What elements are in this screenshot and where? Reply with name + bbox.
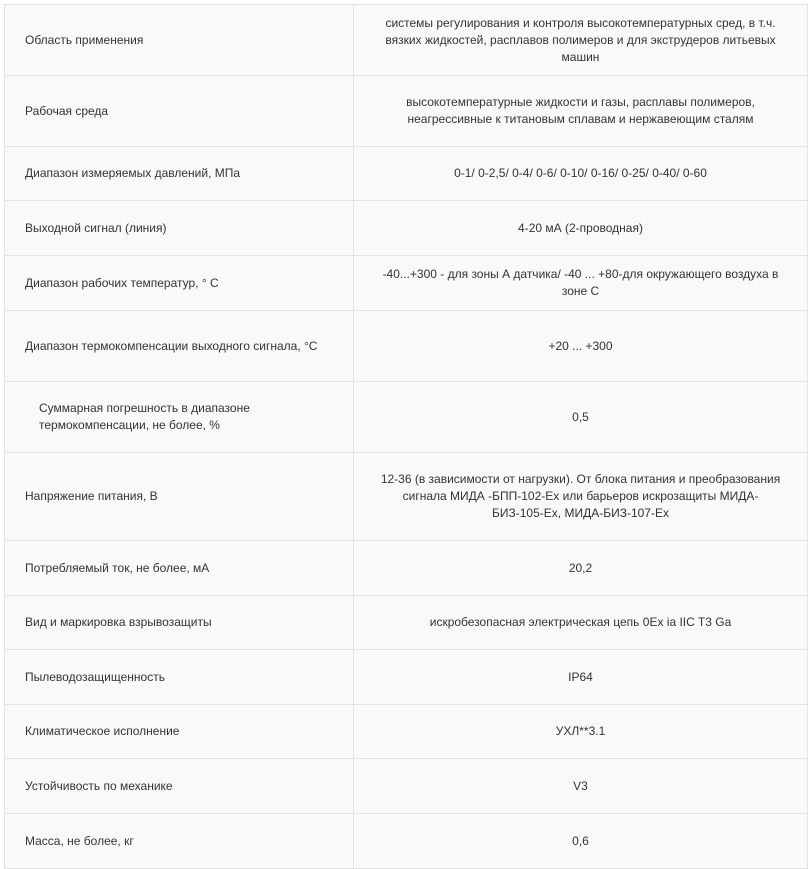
table-row [5, 541, 808, 596]
value-cell: 12-36 (в зависимости от нагрузки). От блока питания и преобразования сигнала МИДА -БПП-102-Ех или барьеров искрозащиты МИДА-БИЗ-105-Ех, МИДА-БИЗ-107-Ех [354, 453, 808, 541]
param-cell: Потребляемый ток, не более, мА [5, 541, 354, 596]
table-row [5, 76, 808, 147]
table-row [5, 814, 808, 869]
value-cell: +20 ... +300 [354, 311, 808, 382]
param-cell: Диапазон термокомпенсации выходного сигнала, °С [5, 311, 354, 382]
param-cell: Напряжение питания, В [5, 453, 354, 541]
table-row [5, 453, 808, 541]
value-cell: 0,6 [354, 814, 808, 869]
value-cell: V3 [354, 759, 808, 814]
value-cell: 20,2 [354, 541, 808, 596]
value-cell: высокотемпературные жидкости и газы, расплавы полимеров, неагрессивные к титановым сплавам и нержавеющим сталям [354, 76, 808, 147]
param-cell: Устойчивость по механике [5, 759, 354, 814]
param-cell: Пылеводозащищенность [5, 650, 354, 705]
param-cell: Выходной сигнал (линия) [5, 201, 354, 256]
specifications-table [4, 4, 808, 869]
value-cell: -40...+300 - для зоны А датчика/ -40 ... +80-для окружающего воздуха в зоне С [354, 256, 808, 311]
value-cell: IP64 [354, 650, 808, 705]
param-cell: Вид и маркировка взрывозащиты [5, 596, 354, 650]
value-cell: 4-20 мА (2-проводная) [354, 201, 808, 256]
table-row [5, 759, 808, 814]
table-row [5, 311, 808, 382]
param-cell: Диапазон рабочих температур, ° С [5, 256, 354, 311]
table-row [5, 596, 808, 650]
table-row [5, 201, 808, 256]
table-row [5, 256, 808, 311]
table-row [5, 147, 808, 201]
param-cell [5, 382, 354, 453]
value-cell: УХЛ**3.1 [354, 705, 808, 759]
value-cell: 0-1/ 0-2,5/ 0-4/ 0-6/ 0-10/ 0-16/ 0-25/ 0-40/ 0-60 [354, 147, 808, 201]
param-cell: Масса, не более, кг [5, 814, 354, 869]
param-text: Суммарная погрешность в диапазоне термокомпенсации, не более, % [39, 401, 250, 432]
table-row [5, 650, 808, 705]
table-row [5, 705, 808, 759]
value-cell: 0,5 [354, 382, 808, 453]
param-cell: Климатическое исполнение [5, 705, 354, 759]
table-row [5, 382, 808, 453]
param-cell: Диапазон измеряемых давлений, МПа [5, 147, 354, 201]
param-cell: Область применения [5, 5, 354, 76]
value-cell: искробезопасная электрическая цепь 0Ex ia IIC T3 Ga [354, 596, 808, 650]
param-cell: Рабочая среда [5, 76, 354, 147]
table-row [5, 5, 808, 76]
value-cell: системы регулирования и контроля высокотемпературных сред, в т.ч. вязких жидкостей, расплавов полимеров и для экструдеров литьевых машин [354, 5, 808, 76]
